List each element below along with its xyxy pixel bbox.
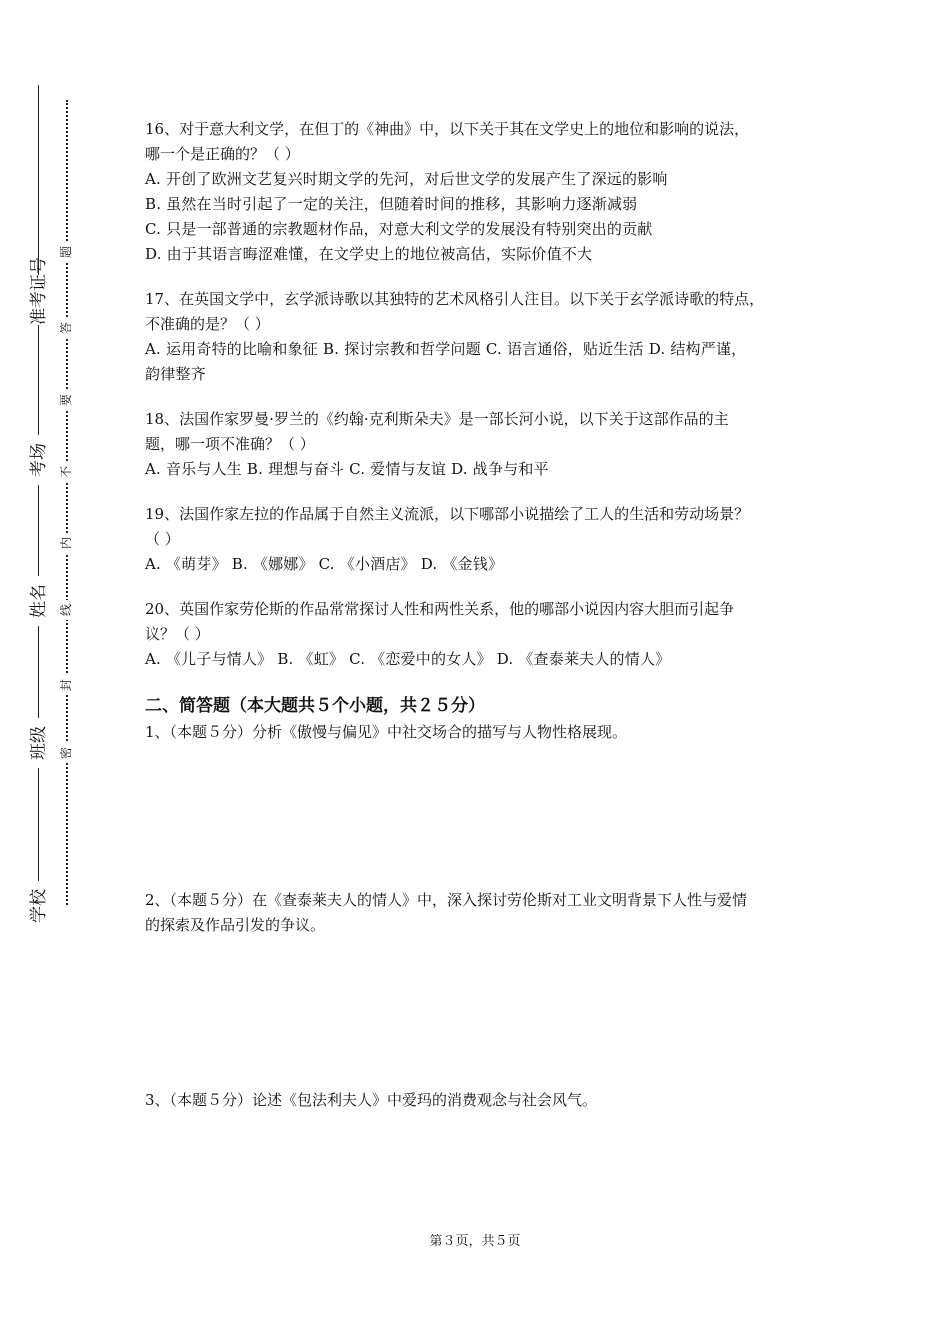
options-line: 韵律整齐: [145, 365, 206, 383]
name-label: 姓名: [26, 576, 52, 626]
seal-char: 不: [56, 462, 76, 482]
option-a: A. 开创了欧洲文艺复兴时期文学的先河，对后世文学的发展产生了深远的影响: [145, 170, 668, 188]
binding-margin: [0, 0, 110, 1344]
question-20: [145, 597, 825, 672]
seal-char: 封: [56, 675, 76, 695]
short-answer-text: 的探索及作品引发的争议。: [145, 916, 326, 934]
short-answer-text: 3、（本题５分）论述《包法利夫人》中爱玛的消费观念与社会风气。: [145, 1091, 598, 1109]
option-c: C. 只是一部普通的宗教题材作品，对意大利文学的发展没有特别突出的贡献: [145, 220, 653, 238]
question-18: [145, 407, 825, 482]
exam-id-label: 准考证号: [26, 275, 52, 325]
question-stem: 不准确的是？（ ）: [145, 315, 270, 333]
question-stem: 题，哪一项不准确？（ ）: [145, 435, 315, 453]
seal-char: 答: [56, 318, 76, 338]
options-line: A. 《儿子与情人》 B. 《虹》 C. 《恋爱中的女人》 D. 《查泰莱夫人的情人》: [145, 650, 671, 668]
question-stem: 16、对于意大利文学，在但丁的《神曲》中，以下关于其在文学史上的地位和影响的说法，: [145, 120, 750, 138]
venue-label: 考场: [26, 435, 52, 485]
short-answer-1: [145, 720, 825, 745]
short-answer-text: 1、（本题５分）分析《傲慢与偏见》中社交场合的描写与人物性格展现。: [145, 723, 628, 741]
question-stem: 哪一个是正确的？（ ）: [145, 145, 300, 163]
question-16: [145, 117, 825, 267]
section-title: 二、简答题（本大题共５个小题，共２５分）: [145, 696, 485, 716]
seal-char: 内: [56, 533, 76, 553]
question-stem: 19、法国作家左拉的作品属于自然主义流派，以下哪部小说描绘了工人的生活和劳动场景？: [145, 505, 750, 523]
question-stem: 18、法国作家罗曼·罗兰的《约翰·克利斯朵夫》是一部长河小说，以下关于这部作品的主: [145, 410, 729, 428]
question-stem: 议？（ ）: [145, 625, 210, 643]
option-d: D. 由于其语言晦涩难懂，在文学史上的地位被高估，实际价值不大: [145, 245, 593, 263]
seal-char: 密: [56, 743, 76, 763]
options-line: A. 音乐与人生 B. 理想与奋斗 C. 爱情与友谊 D. 战争与和平: [145, 460, 549, 478]
short-answer-area: [145, 720, 825, 1140]
short-answer-2: [145, 888, 825, 938]
options-line: A. 运用奇特的比喻和象征 B. 探讨宗教和哲学问题 C. 语言通俗，贴近生活 D. 结构严谨，: [145, 340, 747, 358]
question-stem: 20、英国作家劳伦斯的作品常常探讨人性和两性关系，他的哪部小说因内容大胆而引起争: [145, 600, 735, 618]
seal-char: 要: [56, 390, 76, 410]
short-answer-3: [145, 1088, 825, 1113]
question-stem: 17、在英国文学中，玄学派诗歌以其独特的艺术风格引人注目。以下关于玄学派诗歌的特点，: [145, 290, 765, 308]
short-answer-text: 2、（本题５分）在《查泰莱夫人的情人》中，深入探讨劳伦斯对工业文明背景下人性与爱情: [145, 891, 748, 909]
question-stem: （ ）: [145, 530, 180, 548]
seal-char: 题: [56, 242, 76, 262]
school-label: 学校: [26, 881, 52, 931]
binding-solid-line: [38, 85, 39, 915]
seal-char: 线: [56, 600, 76, 620]
exam-content: [145, 117, 825, 1140]
class-label: 班级: [26, 718, 52, 768]
page-footer: 第３页，共５页: [429, 1234, 521, 1249]
option-b: B. 虽然在当时引起了一定的关注，但随着时间的推移，其影响力逐渐减弱: [145, 195, 638, 213]
binding-dotted-line: [66, 100, 68, 905]
question-17: [145, 287, 825, 387]
question-19: [145, 502, 825, 577]
options-line: A. 《萌芽》 B. 《娜娜》 C. 《小酒店》 D. 《金钱》: [145, 555, 504, 573]
